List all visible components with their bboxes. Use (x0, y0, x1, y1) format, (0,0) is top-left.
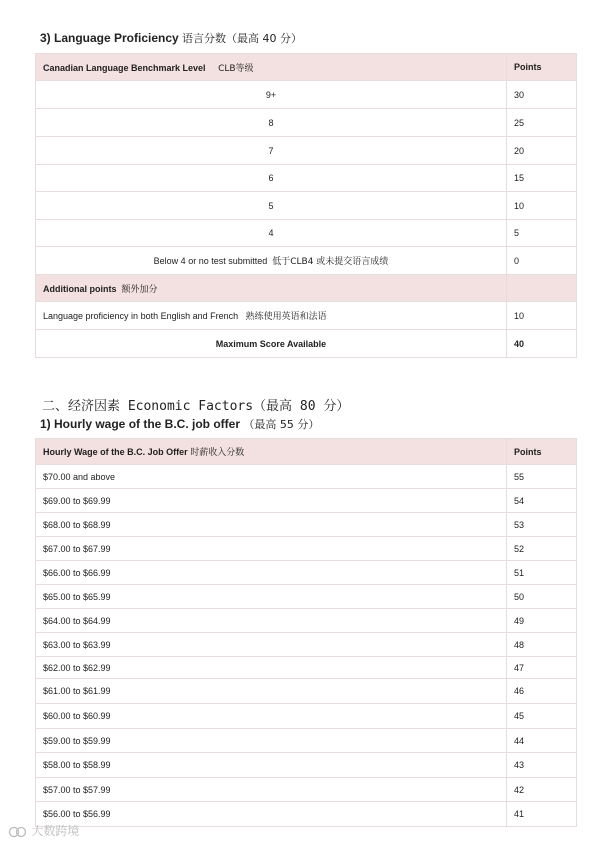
wage-cell: $58.00 to $58.99 (36, 753, 507, 778)
language-table (35, 53, 577, 358)
wage-cell: $69.00 to $69.99 (36, 489, 507, 513)
header-wage-cn: 时薪收入分数 (190, 448, 245, 458)
points-cell: 49 (507, 609, 577, 633)
table-row (36, 778, 577, 802)
points-cell: 52 (507, 537, 577, 561)
economic-factors-heading: 二、经济因素 Economic Factors（最高 80 分） (42, 399, 350, 414)
bilingual-points: 10 (507, 302, 577, 330)
points-cell: 43 (507, 753, 577, 778)
wage-cell: $68.00 to $68.99 (36, 513, 507, 537)
wage-cell: $60.00 to $60.99 (36, 704, 507, 729)
additional-points-label (36, 275, 507, 302)
level-cell: 5 (36, 192, 507, 220)
max-score-points: 40 (507, 330, 577, 358)
wage-cell: $56.00 to $56.99 (36, 802, 507, 827)
additional-en: Additional points (43, 283, 117, 294)
header-wage (36, 439, 507, 465)
table-row (36, 753, 577, 778)
bilingual-row (36, 302, 577, 330)
table-row (36, 729, 577, 753)
level-cell: 6 (36, 165, 507, 192)
table-row (36, 585, 577, 609)
level-cell (36, 247, 507, 275)
points-cell: 51 (507, 561, 577, 585)
points-cell: 45 (507, 704, 577, 729)
level-en: Below 4 or no test submitted (153, 256, 268, 266)
table-row (36, 81, 577, 109)
table-row (36, 137, 577, 165)
language-proficiency-heading (40, 30, 302, 46)
points-cell: 30 (507, 81, 577, 109)
watermark-logo-icon (8, 826, 28, 838)
wage-cell: $65.00 to $65.99 (36, 585, 507, 609)
level-cell: 8 (36, 109, 507, 137)
points-cell: 5 (507, 220, 577, 247)
header-level (36, 54, 507, 81)
table-row (36, 679, 577, 704)
wage-cell: $64.00 to $64.99 (36, 609, 507, 633)
table-row (36, 704, 577, 729)
header-wage-en: Hourly Wage of the B.C. Job Offer (43, 447, 188, 457)
points-cell: 55 (507, 465, 577, 489)
table-row (36, 633, 577, 657)
bilingual-label (36, 302, 507, 330)
table-row (36, 247, 577, 275)
points-cell: 48 (507, 633, 577, 657)
wage-cell: $66.00 to $66.99 (36, 561, 507, 585)
table-row (36, 561, 577, 585)
table-row (36, 220, 577, 247)
bilingual-cn: 熟练使用英语和法语 (245, 312, 327, 322)
points-cell: 44 (507, 729, 577, 753)
points-cell: 54 (507, 489, 577, 513)
wage-cell: $59.00 to $59.99 (36, 729, 507, 753)
points-cell: 46 (507, 679, 577, 704)
header-points: Points (507, 439, 577, 465)
wage-cell: $70.00 and above (36, 465, 507, 489)
heading-cn: 语言分数（最高 40 分） (182, 32, 303, 45)
table-row (36, 109, 577, 137)
table-row (36, 165, 577, 192)
bilingual-en: Language proficiency in both English and French (43, 311, 239, 321)
wage-cell: $67.00 to $67.99 (36, 537, 507, 561)
table-row (36, 537, 577, 561)
watermark (8, 822, 79, 839)
points-cell: 47 (507, 657, 577, 679)
additional-cn: 额外加分 (121, 284, 158, 295)
level-cell: 7 (36, 137, 507, 165)
table-header (36, 54, 577, 81)
wage-heading-en: 1) Hourly wage of the B.C. job offer (40, 417, 241, 431)
max-score-row (36, 330, 577, 358)
table-row (36, 192, 577, 220)
points-cell: 15 (507, 165, 577, 192)
level-cell: 9+ (36, 81, 507, 109)
wage-cell: $61.00 to $61.99 (36, 679, 507, 704)
level-cell: 4 (36, 220, 507, 247)
points-cell: 42 (507, 778, 577, 802)
watermark-text: 大数跨境 (31, 824, 80, 838)
wage-cell: $62.00 to $62.99 (36, 657, 507, 679)
wage-cell: $57.00 to $57.99 (36, 778, 507, 802)
heading-en: 3) Language Proficiency (40, 31, 179, 45)
table-row (36, 489, 577, 513)
max-score-label: Maximum Score Available (36, 330, 507, 358)
header-points: Points (507, 54, 577, 81)
points-cell: 0 (507, 247, 577, 275)
level-cn: 低于CLB4 或未提交语言成绩 (272, 257, 389, 267)
points-cell: 20 (507, 137, 577, 165)
wage-table (35, 438, 577, 827)
additional-points-empty (507, 275, 577, 302)
wage-cell: $63.00 to $63.99 (36, 633, 507, 657)
points-cell: 53 (507, 513, 577, 537)
table-row (36, 657, 577, 679)
table-row (36, 802, 577, 827)
points-cell: 41 (507, 802, 577, 827)
header-level-en: Canadian Language Benchmark Level (43, 62, 206, 73)
points-cell: 25 (507, 109, 577, 137)
table-row (36, 465, 577, 489)
table-row (36, 609, 577, 633)
header-level-cn: CLB等级 (218, 63, 254, 74)
points-cell: 10 (507, 192, 577, 220)
wage-heading-cn: （最高 55 分） (243, 418, 320, 431)
table-header (36, 439, 577, 465)
hourly-wage-heading (40, 416, 319, 432)
points-cell: 50 (507, 585, 577, 609)
table-row (36, 513, 577, 537)
additional-points-row (36, 275, 577, 302)
